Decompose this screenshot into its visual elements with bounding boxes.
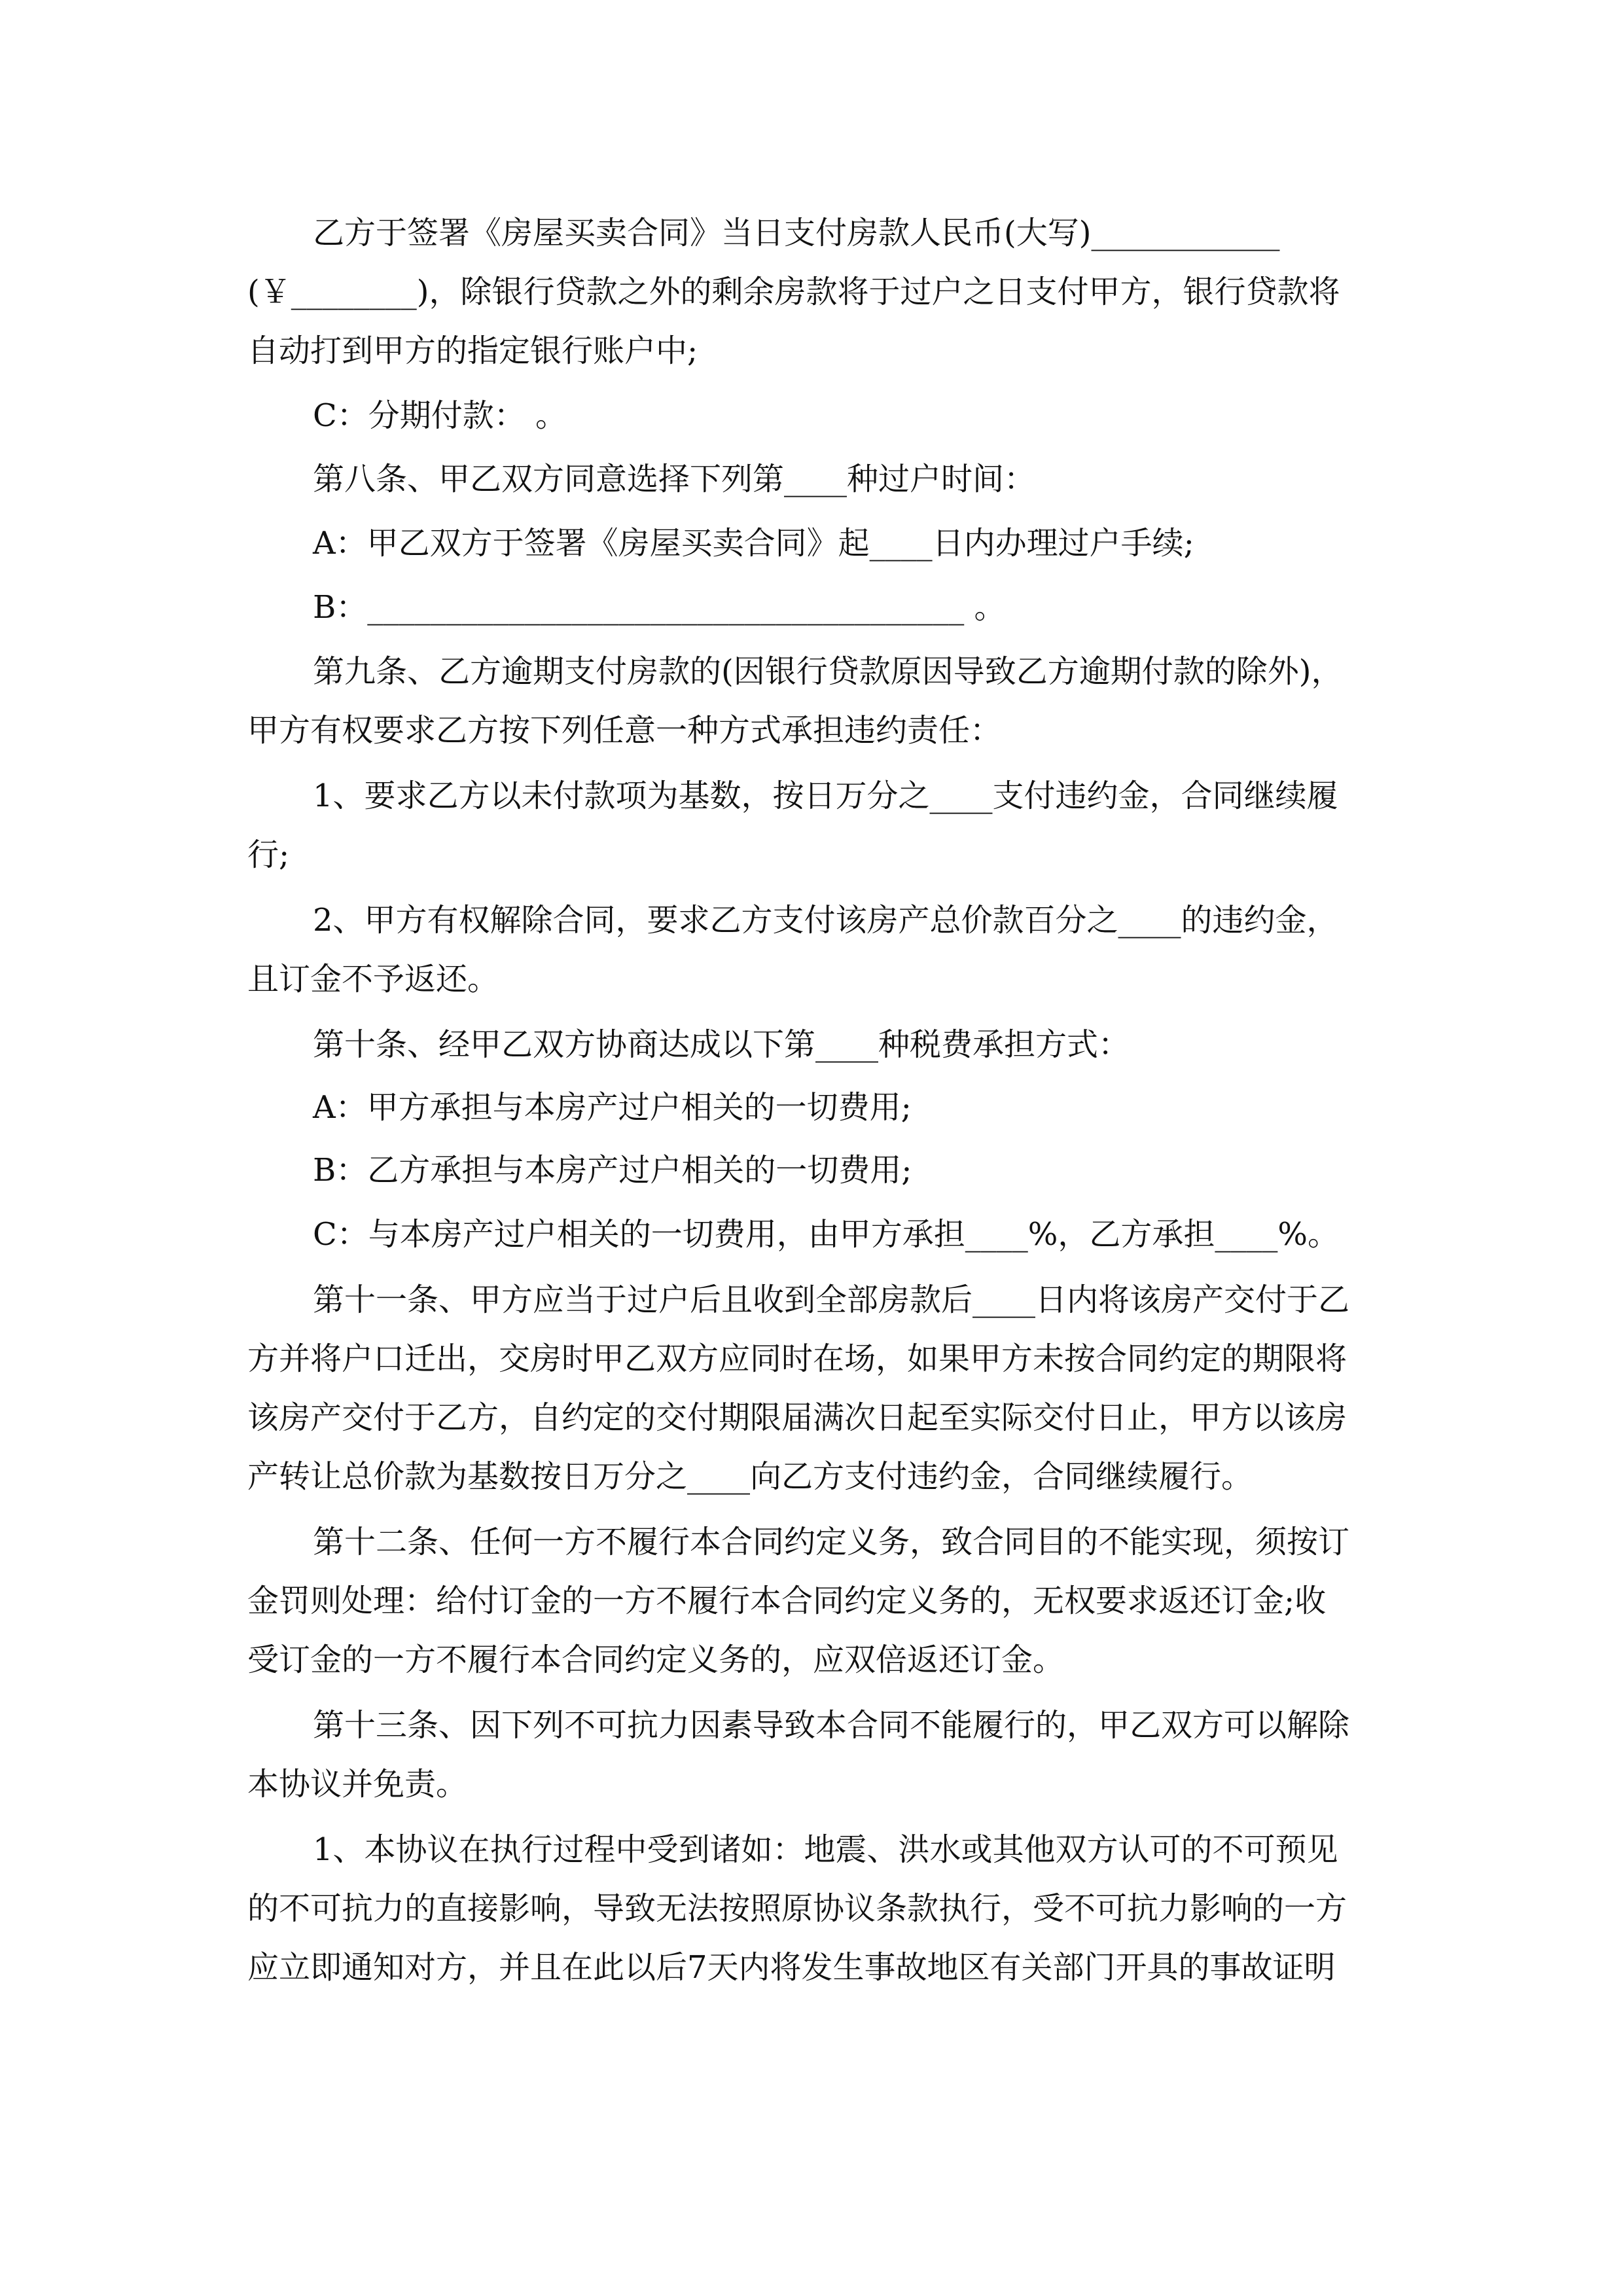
- text-line: 1、本协议在执行过程中受到诸如：地震、洪水或其他双方认可的不可预见: [313, 1831, 1338, 1868]
- text-line: 第十二条、任何一方不履行本合同约定义务，致合同目的不能实现，须按订: [313, 1524, 1350, 1560]
- text-line: 行;: [247, 836, 290, 873]
- text-line: 2、甲方有权解除合同，要求乙方支付该房产总价款百分之____的违约金，: [313, 902, 1338, 939]
- text-line: 第十一条、甲方应当于过户后且收到全部房款后____日内将该房产交付于乙: [313, 1282, 1350, 1318]
- text-line: 第九条、乙方逾期支付房款的(因银行贷款原因导致乙方逾期付款的除外)，: [313, 653, 1343, 690]
- text-line: A：甲方承担与本房产过户相关的一切费用;: [313, 1089, 912, 1126]
- text-line: 第十条、经甲乙双方协商达成以下第____种税费承担方式：: [313, 1026, 1130, 1063]
- text-line: 应立即通知对方，并且在此以后7天内将发生事故地区有关部门开具的事故证明: [247, 1949, 1336, 1986]
- text-line: 乙方于签署《房屋买卖合同》当日支付房款人民币(大写)____________: [313, 215, 1280, 251]
- text-line: B：______________________________________ 。: [313, 589, 1006, 626]
- text-line: 的不可抗力的直接影响，导致无法按照原协议条款执行，受不可抗力影响的一方: [247, 1890, 1347, 1927]
- text-line: 本协议并免责。: [247, 1766, 468, 1803]
- text-line: 受订金的一方不履行本合同约定义务的，应双倍返还订金。: [247, 1641, 1065, 1678]
- text-line: 且订金不予返还。: [247, 961, 499, 997]
- text-line: B：乙方承担与本房产过户相关的一切费用;: [313, 1152, 912, 1189]
- text-line: 甲方有权要求乙方按下列任意一种方式承担违约责任：: [247, 712, 1002, 749]
- text-line: 1、要求乙方以未付款项为基数，按日万分之____支付违约金，合同继续履: [313, 778, 1338, 814]
- text-line: 该房产交付于乙方，自约定的交付期限届满次日起至实际交付日止，甲方以该房: [247, 1399, 1347, 1436]
- text-line: 第十三条、因下列不可抗力因素导致本合同不能履行的，甲乙双方可以解除: [313, 1707, 1350, 1744]
- text-line: 方并将户口迁出，交房时甲乙双方应同时在场，如果甲方未按合同约定的期限将: [247, 1340, 1347, 1377]
- text-line: 第八条、甲乙双方同意选择下列第____种过户时间：: [313, 461, 1036, 497]
- text-line: 自动打到甲方的指定银行账户中;: [247, 332, 698, 369]
- text-line: 产转让总价款为基数按日万分之____向乙方支付违约金，合同继续履行。: [247, 1458, 1253, 1495]
- text-line: 金罚则处理：给付订金的一方不履行本合同约定义务的，无权要求返还订金;收: [247, 1583, 1327, 1619]
- text-line: A：甲乙双方于签署《房屋买卖合同》起____日内办理过户手续;: [313, 525, 1194, 562]
- text-line: C：与本房产过户相关的一切费用，由甲方承担____%，乙方承担____%。: [313, 1216, 1339, 1253]
- text-line: (￥________)，除银行贷款之外的剩余房款将于过户之日支付甲方，银行贷款将: [247, 274, 1340, 310]
- text-line: C：分期付款： 。: [313, 397, 567, 434]
